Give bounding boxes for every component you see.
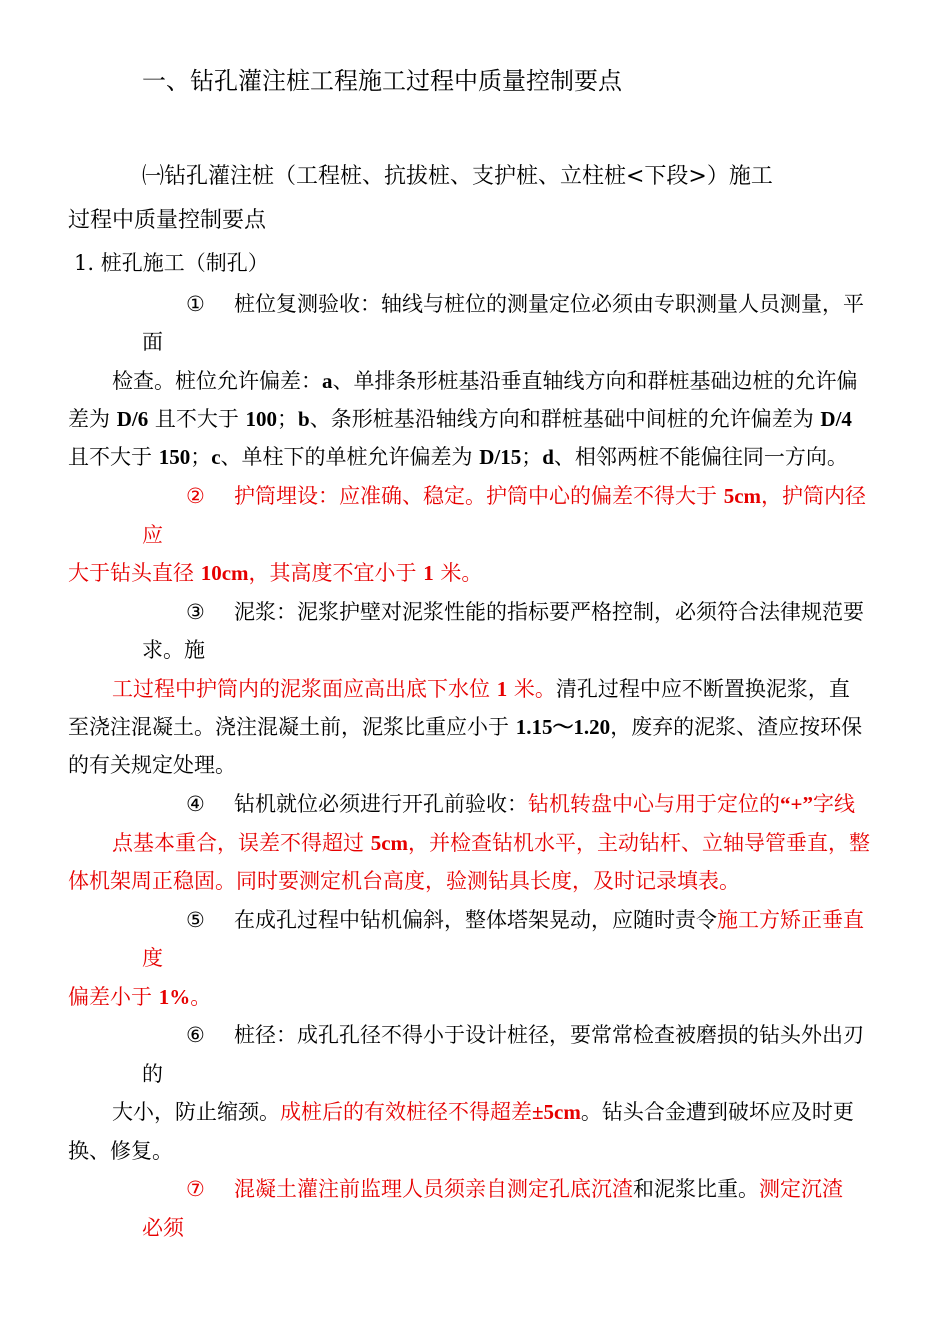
item-3-line-2: 求。施 — [142, 638, 205, 662]
item-1-line-1: ① 桩位复测验收：轴线与桩位的测量定位必须由专职测量人员测量，平 — [186, 289, 864, 319]
item-2-line-3: 大于钻头直径 10cm，其高度不宜小于 1 米。 — [68, 561, 483, 585]
item-1-line-2: 面 — [142, 330, 163, 354]
item-6-line-4: 换、修复。 — [68, 1139, 173, 1163]
item-2-line-1: ② 护筒埋设：应准确、稳定。护筒中心的偏差不得大于 5cm，护筒内径 — [186, 481, 866, 511]
item-7-line-1: ⑦ 混凝土灌注前监理人员须亲自测定孔底沉渣和泥浆比重。测定沉渣 — [186, 1174, 843, 1204]
item-6-line-3: 大小，防止缩颈。成桩后的有效桩径不得超差±5cm。钻头合金遭到破坏应及时更 — [112, 1100, 854, 1124]
item-5-number: ⑤ — [186, 908, 205, 932]
item-6-line-2: 的 — [142, 1062, 163, 1086]
item-7-line-2: 必须 — [142, 1216, 184, 1240]
page-title: 一、钻孔灌注桩工程施工过程中质量控制要点 — [142, 67, 622, 95]
item-3-line-3: 工过程中护筒内的泥浆面应高出底下水位 1 米。清孔过程中应不断置换泥浆，直 — [112, 677, 850, 701]
item-1-line-3: 检查。桩位允许偏差：a、单排条形桩基沿垂直轴线方向和群桩基础边桩的允许偏 — [112, 369, 858, 393]
item-5-line-1: ⑤ 在成孔过程中钻机偏斜，整体塔架晃动，应随时责令施工方矫正垂直 — [186, 905, 864, 935]
item-5-line-2: 度 — [142, 946, 163, 970]
item-2-line-2: 应 — [142, 523, 163, 547]
item-7-number: ⑦ — [186, 1177, 205, 1201]
item-1-line-4: 差为 D/6 且不大于 100；b、条形桩基沿轴线方向和群桩基础中间桩的允许偏差为 D/4 — [68, 407, 852, 431]
item-2-number: ② — [186, 484, 205, 508]
item-3-number: ③ — [186, 600, 205, 624]
item-4-line-1: ④ 钻机就位必须进行开孔前验收：钻机转盘中心与用于定位的“+”字线 — [186, 789, 855, 819]
item-1-number: ① — [186, 292, 205, 316]
item-3-line-5: 的有关规定处理。 — [68, 753, 236, 777]
item-6-number: ⑥ — [186, 1023, 205, 1047]
item-1-line-5: 且不大于 150；c、单柱下的单桩允许偏差为 D/15；d、相邻两桩不能偏往同一方向。 — [68, 445, 848, 469]
item-3-line-4: 至浇注混凝土。浇注混凝土前，泥浆比重应小于 1.15～1.20，废弃的泥浆、渣应按环保 — [68, 715, 863, 739]
item-4-line-3: 体机架周正稳固。同时要测定机台高度，验测钻具长度，及时记录填表。 — [68, 869, 740, 893]
section-heading: 1. 桩孔施工（制孔） — [74, 251, 269, 275]
item-5-line-3: 偏差小于 1%。 — [68, 985, 212, 1009]
subheading-line-2: 过程中质量控制要点 — [68, 208, 267, 233]
item-4-line-2: 点基本重合，误差不得超过 5cm，并检查钻机水平，主动钻杆、立轴导管垂直，整 — [112, 831, 871, 855]
item-6-line-1: ⑥ 桩径：成孔孔径不得小于设计桩径，要常常检查被磨损的钻头外出刃 — [186, 1020, 864, 1050]
item-3-line-1: ③ 泥浆：泥浆护壁对泥浆性能的指标要严格控制，必须符合法律规范要 — [186, 597, 864, 627]
subheading-line-1: ㈠钻孔灌注桩（工程桩、抗拔桩、支护桩、立柱桩<下段>）施工 — [142, 164, 773, 189]
item-4-number: ④ — [186, 792, 205, 816]
